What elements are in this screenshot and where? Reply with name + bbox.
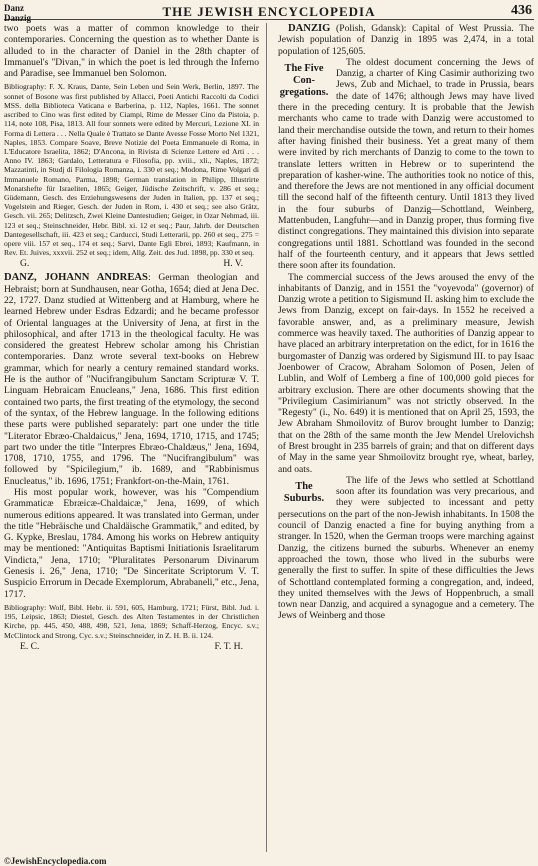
signature-line-2	[20, 641, 243, 652]
left-column	[4, 23, 259, 854]
entry-body-danz-2: His most popular work, however, was his "Compendium Grammaticæ Ebræicæ-Chaldaicæ," Jena, 1699, of which numerous editions appeared. It was translated into German, under the title "Hebräische und Chaldäische Grammatik," and edited, by G. Kypke, Breslau, 1784. Among his works on Hebrew antiquity may be mentioned: "Antiquitas Baptismi Initiationis Israelitarum Vindicta," Jena, 1710; "Pluralitates Personarum Divinarum Genesis i. 26," Jena, 1710; "De Sinceritate Scriptorum V. T. Suspicio Errorum in Decade Exemplorum, Abrabaneli," etc., Jena, 1717.	[4, 486, 259, 600]
bibliography-dante: Bibliography: F. X. Kraus, Dante, Sein Leben und Sein Werk, Berlin, 1897. The sonnet of Bosone was first published by Allacci, Poeti Antichi Raccolti da Codici MSS. della Biblioteca Vaticana e Barberina, p. 112, Naples, 1661. The sonnet ascribed to Cino was first edited by Ciampi, Rime de Messer Cino da Pistoia, p. 114, note 108, Pisa, 1813. All four sonnets were edited by Mercuri, Lezione XI. in Forma di Lettera . . . Nella Quale è Trattato se Dante Avesse Fosse Morto Nel 1321, Naples, 1853. Compare Soave, Breve Notizie del Poeta Emmanuele di Roma, in L'Educatore Israelita, 1862; D'Ancona, in Rivista di Scienze Lettere ed Arti . . . Anno IV. 1863; Gardalo, Letteratura e Filosofia, pp. xviii., xli., Naples, 1872; Mazzatinti, in Studj di Filologia Romanza, i. 330 et seq.; Modona, Rime Volgari di Immanuele Romano, Parma, 1898; German translation in Philipp, Illustrirte Monatshefte für Israeliten, 1865; Geiger, Jüdische Zeitschrift, v. 286 et seq.; Güdemann, Gesch. des Erziehungswesens der Juden in Italien, pp. 137 et seq.; Vogelstein and Rieger, Gesch. der Juden in Rom, i. 430 et seq.; see also Grätz, Gesch. vii. 265; Delitzsch, Zwei Kleine Dantestudien; Geiger, in Ozar Nehmad, iii. 123 et seq.; Steinschneider, Hebr. Bibl. xi. 12 et seq.; Paur, Jahrb. der Deutschen Dantegesellschaft, iii. 423 et seq.; Carducci, Studi Letterarii, pp. 260 et seq., 275 = opere viii. 157 et seq., 174 et seq.; Sarvi, Dante Egli Ebrei, 1893; Kaufmann, in Rev. Et. Juives, xxxvii. 252 et seq.; idem, Allg. Zeit. des Jud. 1898, pp. 330 et seq.	[4, 82, 259, 258]
danzig-paragraph-1: The oldest document concerning the Jews of Danzig, a charter of King Casimir authorizing two Jews, Zub and Michael, to trade in Prussia, bears the date of 1476; although Jews may have lived there in the preceding century. It is probable that the Jewish merchants who came to trade with Danzig were accustomed to land their merchandise outside the town, and return to their homes after having finished their business. Yet a great many of them were invited by rich merchants of Danzig to come to the town to translate letters written in Hebrew or to superintend the preparation of kasher-wine. The authorities took no notice of this, and therefore the Jews are not mentioned in any official document till the second half of the fifteenth century. Until 1813 they lived in the four suburbs of Danzig—Schottland, Weinberg, Mattenbuden, Langfuhr—and in Danzig proper, thus forming five distinct congregations. They maintained this division into separate congregations until 1881. Schottland was founded in the second half of the fourteenth century, and it appears that Jews settled there soon after its foundation.	[278, 56, 534, 272]
page-number: 436	[511, 3, 532, 18]
entry-title-danz: DANZ, JOHANN ANDREAS	[4, 272, 148, 284]
running-head-first: Danz	[4, 3, 24, 13]
continuation-text: two poets was a matter of common knowledge to their contemporaries. Concerning the question as to whether Dante is alluded to in the character of Daniel in the 28th chapter of Immanuel's "Divan," in which the poet is led through the Inferno and Paradise, see Immanuel ben Solomon.	[4, 23, 259, 80]
right-column	[278, 23, 534, 854]
signature-left: G.	[20, 258, 30, 270]
bibliography-danz: Bibliography: Wolf, Bibl. Hebr. ii. 591, 605, Hamburg, 1721; Fürst, Bibl. Jud. i. 195, Leipsic, 1863; Diestel, Gesch. des Alten Testamentes in der Christlichen Kirche, pp. 445, 450, 488, 498, 521, Jena, 1869; Schaff-Herzog, Encyc. s.v.; McClintock and Strong, Cyc. s.v.; Steinschneider, in Z. H. B. ii. 124.	[4, 602, 259, 640]
publication-title: THE JEWISH ENCYCLOPEDIA	[162, 4, 376, 19]
entry-body-danz: : German theologian and Hebraist; born at Sundhausen, near Gotha, 1654; died at Jena Dec. 22, 1727. Danz studied at Wittenberg and at Hamburg, where he learned Hebrew under Esdras Edzardi; and he became professor of Oriental languages at the University of Jena, at first in the philosophical, and after 1713 in the theological faculty. He was considered the greatest Hebrew scholar among his Christian contemporaries. Danz wrote several text-books on Hebrew grammar, which for nearly a century remained standard works. He is the author of "Nucifrangibulum Sanctam Scripturæ V. T. Linguam Hebraicam Enucleans," Jena, 1686. This first edition contained two parts, the first treating of the etymology, the second of the syntax, of the Hebrew language. In the following editions these parts were published separately: part one under the title "Literator Ebræo-Chaldaicus," Jena, 1694, 1710, 1715, and 1745; part two under the title "Interpres Ebræo-Chaldæus," Jena, 1694, 1708, 1710, 1755, and 1796. The "Nucifrangibulum" was followed by "Spicilegium," ib. 1689, and "Rabbinismus Enucleatus," ib. 1696, 1751; Frankfort-on-the-Main, 1761.	[4, 272, 259, 487]
signature-right-2: F. T. H.	[214, 640, 243, 652]
footer-watermark: ©JewishEncyclopedia.com	[4, 856, 107, 866]
column-divider	[266, 23, 267, 852]
entry-intro-danzig: (Polish, Gdansk): Capital of West Prussia. The Jewish population of Danzig in 1895 was 2,474, in a total population of 125,605.	[278, 23, 534, 57]
side-heading-suburbs: The Suburbs.	[283, 480, 325, 504]
signature-right: H. V.	[223, 258, 243, 270]
danzig-paragraph-3: The life of the Jews who settled at Schottland soon after its foundation was very precarious, and they were subjected to incessant and petty persecutions on the part of the non-Jewish inhabitants. In 1508 the council of Danzig enacted a fine for buying anything from a stranger. In 1520, when the German troops were marching against Danzig, the citizens burned the suburbs. Whenever an enemy approached the town, those who lived in the suburbs were generally the first to suffer. In spite of these difficulties the Jews of Schottland contemplated forming a congregation, and, indeed, they united themselves with the Jews of Hoppenbruch, a small town near Danzig, and acquired a synagogue and a cemetery. The Jews of Weinberg and those	[278, 474, 534, 622]
side-heading-five-congregations: The Five Con- gregations.	[279, 62, 329, 98]
signature-left-2: E. C.	[20, 640, 40, 652]
danzig-paragraph-2: The commercial success of the Jews aroused the envy of the inhabitants of Danzig, and in 1551 the "voyevoda" (governor) of Danzig wrote a petition to Sigismund II. asking him to exclude the Jews from Danzig, except on fair-days. In 1552 he received a favorable answer, and, as a preliminary measure, Jewish commerce was heavily taxed. The authorities of Danzig appear to have placed an arbitrary interpretation on the edict, for in 1616 the burgomaster of Danzig was ordered by Sigismund III. to pay Isaac Joenbower of Cracow, Abraham Solomon of Posen, Jelen of Lublin, and Wolf of Lemberg a fine of 100,000 gold pieces for arbitrary exclusion. There are other documents showing that the "Privilegium Casimirianum" was not strictly observed. In the "Regesty" (i., No. 649) it is mentioned that on April 25, 1593, the Jew Abraham Shmoilovitz of Burov brought lumber to Danzig; that on the 28th of the same month the Jew Mendel Urelovichsh of Brest brought in 235 barrels of grain; and that on different days of May in the same year Shmoilovitz brought rye, wheat, barley, and oats.	[278, 271, 534, 475]
page-header	[4, 3, 534, 23]
running-head-second: Danzig	[4, 13, 31, 23]
entry-title-danzig: DANZIG	[288, 23, 331, 34]
signature-line	[20, 258, 243, 269]
